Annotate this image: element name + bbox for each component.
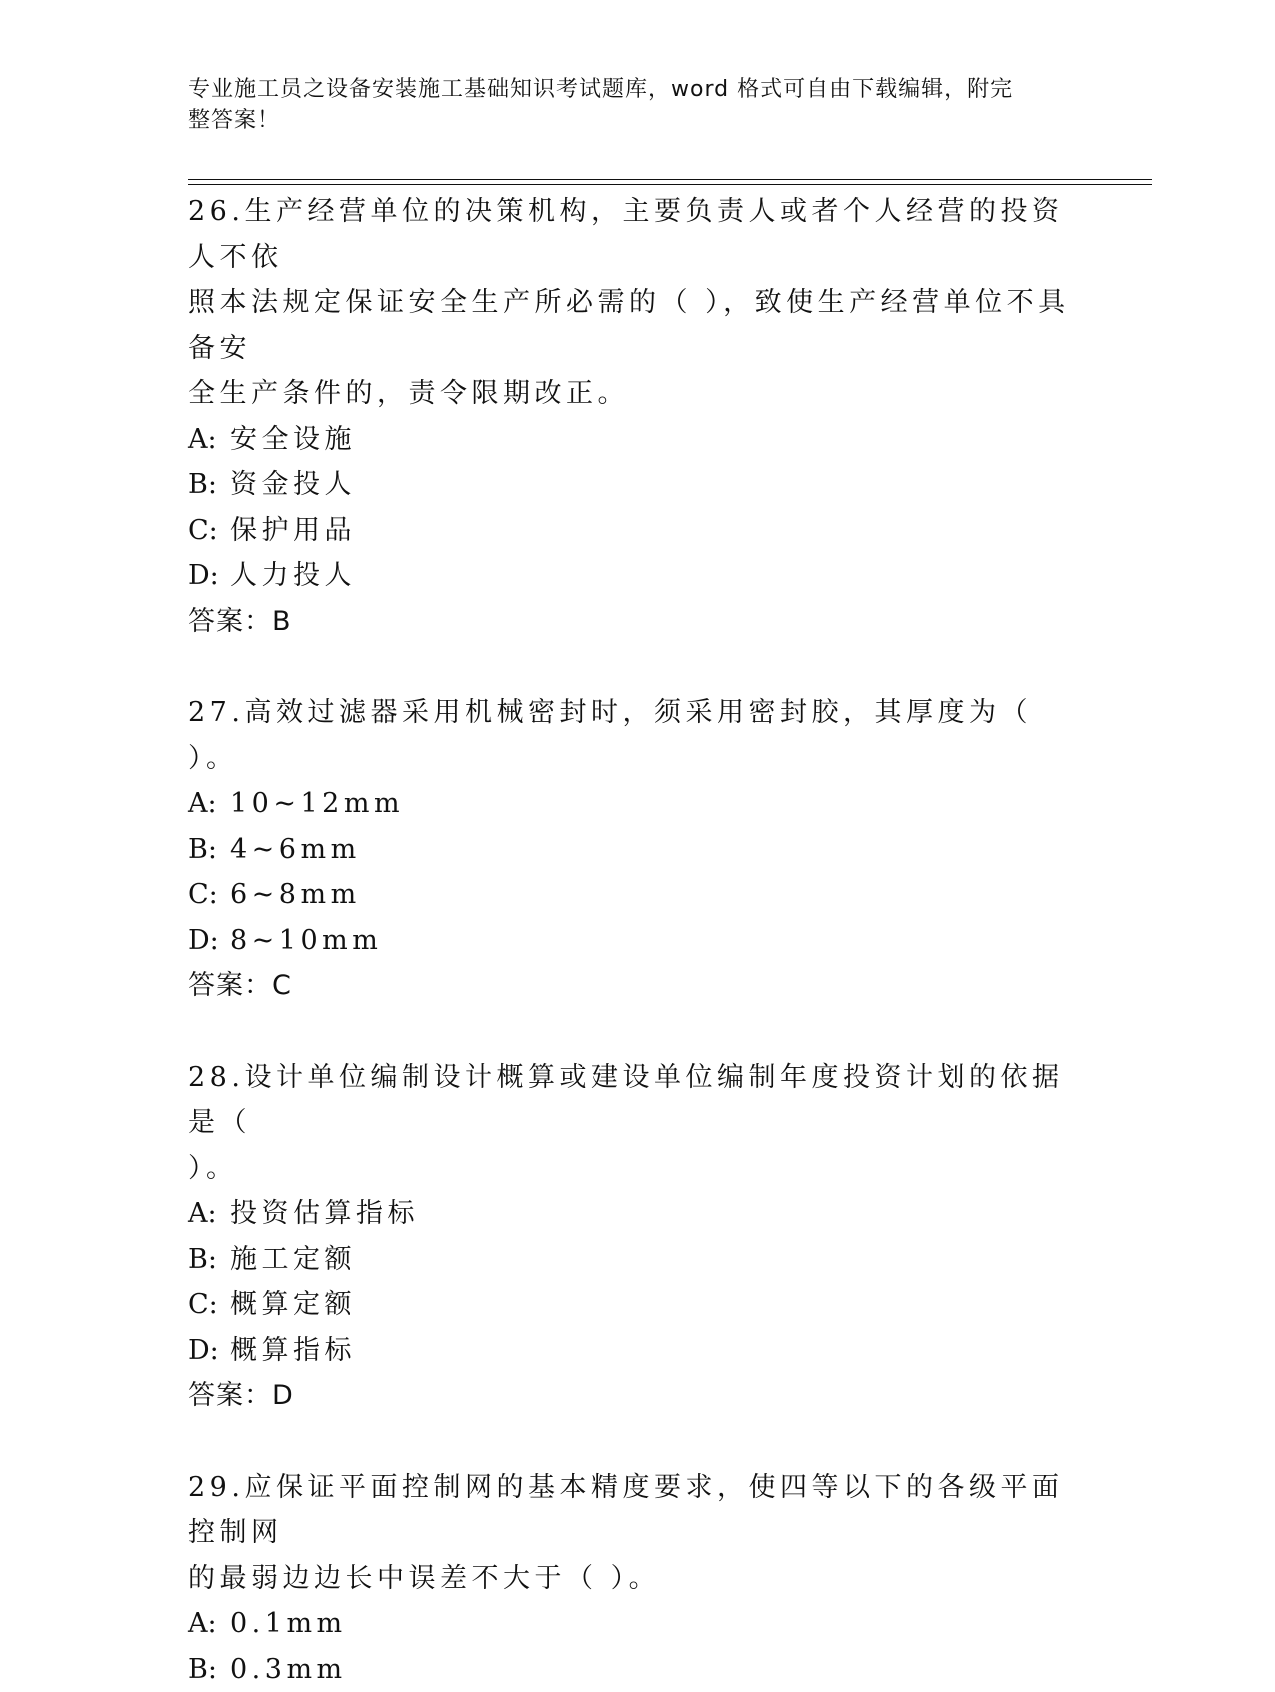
option-letter: C: xyxy=(188,508,230,554)
stem-line: 29.应保证平面控制网的基本精度要求，使四等以下的各级平面控制网 xyxy=(188,1465,1088,1556)
option-letter: D: xyxy=(188,918,230,964)
option-letter: B: xyxy=(188,1647,230,1692)
option-text: 0.3mm xyxy=(230,1654,347,1685)
option-c xyxy=(188,1282,1088,1328)
option-letter: A: xyxy=(188,1191,230,1237)
option-b xyxy=(188,1237,1088,1283)
option-d xyxy=(188,1328,1088,1374)
stem-line: 26.生产经营单位的决策机构，主要负责人或者个人经营的投资人不依 xyxy=(188,189,1088,280)
header-line-2: 整答案！ xyxy=(188,105,1068,136)
stem-line: 全生产条件的，责令限期改正。 xyxy=(188,371,1088,417)
option-text: 人力投人 xyxy=(230,560,356,591)
option-letter: A: xyxy=(188,781,230,827)
question-26 xyxy=(188,189,1088,644)
answer-line: 答案：C xyxy=(188,963,1088,1009)
option-text: 概算定额 xyxy=(230,1289,356,1320)
option-a xyxy=(188,1191,1088,1237)
stem-line: 的最弱边边长中误差不大于（ ）。 xyxy=(188,1556,1088,1602)
header-divider-bottom xyxy=(188,184,1152,185)
option-c xyxy=(188,872,1088,918)
header-divider-top xyxy=(188,179,1152,180)
option-text: 保护用品 xyxy=(230,515,356,546)
question-stem xyxy=(188,690,1088,781)
option-text: 8~10mm xyxy=(230,925,382,956)
option-d xyxy=(188,553,1088,599)
stem-line: ）。 xyxy=(188,1146,1088,1192)
question-stem xyxy=(188,189,1088,417)
question-28 xyxy=(188,1055,1088,1419)
option-letter: C: xyxy=(188,1282,230,1328)
option-text: 0.1mm xyxy=(230,1608,347,1639)
question-list xyxy=(188,189,1088,1692)
option-letter: B: xyxy=(188,462,230,508)
option-letter: A: xyxy=(188,1601,230,1647)
option-text: 6~8mm xyxy=(230,879,361,910)
option-text: 10~12mm xyxy=(230,788,404,819)
option-letter: B: xyxy=(188,1237,230,1283)
stem-line: 28.设计单位编制设计概算或建设单位编制年度投资计划的依据是（ xyxy=(188,1055,1088,1146)
option-d xyxy=(188,918,1088,964)
option-letter: B: xyxy=(188,827,230,873)
option-c xyxy=(188,508,1088,554)
question-stem xyxy=(188,1465,1088,1602)
option-letter: A: xyxy=(188,417,230,463)
option-b xyxy=(188,462,1088,508)
option-text: 安全设施 xyxy=(230,424,356,455)
option-text: 资金投人 xyxy=(230,469,356,500)
option-b xyxy=(188,827,1088,873)
option-letter: C: xyxy=(188,872,230,918)
question-stem xyxy=(188,1055,1088,1192)
option-text: 投资估算指标 xyxy=(230,1198,419,1229)
option-a xyxy=(188,781,1088,827)
option-text: 4~6mm xyxy=(230,834,361,865)
option-text: 施工定额 xyxy=(230,1244,356,1275)
answer-line: 答案：D xyxy=(188,1373,1088,1419)
document-header xyxy=(188,74,1068,136)
option-text: 概算指标 xyxy=(230,1335,356,1366)
option-a xyxy=(188,417,1088,463)
option-letter: D: xyxy=(188,553,230,599)
option-a xyxy=(188,1601,1088,1647)
option-letter: D: xyxy=(188,1328,230,1374)
stem-line: 照本法规定保证安全生产所必需的（ ），致使生产经营单位不具备安 xyxy=(188,280,1088,371)
option-b xyxy=(188,1647,1088,1692)
answer-line: 答案：B xyxy=(188,599,1088,645)
question-29 xyxy=(188,1465,1088,1692)
stem-line: 27.高效过滤器采用机械密封时，须采用密封胶，其厚度为（ ）。 xyxy=(188,690,1088,781)
question-27 xyxy=(188,690,1088,1009)
header-line-1: 专业施工员之设备安装施工基础知识考试题库，word 格式可自由下载编辑，附完 xyxy=(188,74,1068,105)
